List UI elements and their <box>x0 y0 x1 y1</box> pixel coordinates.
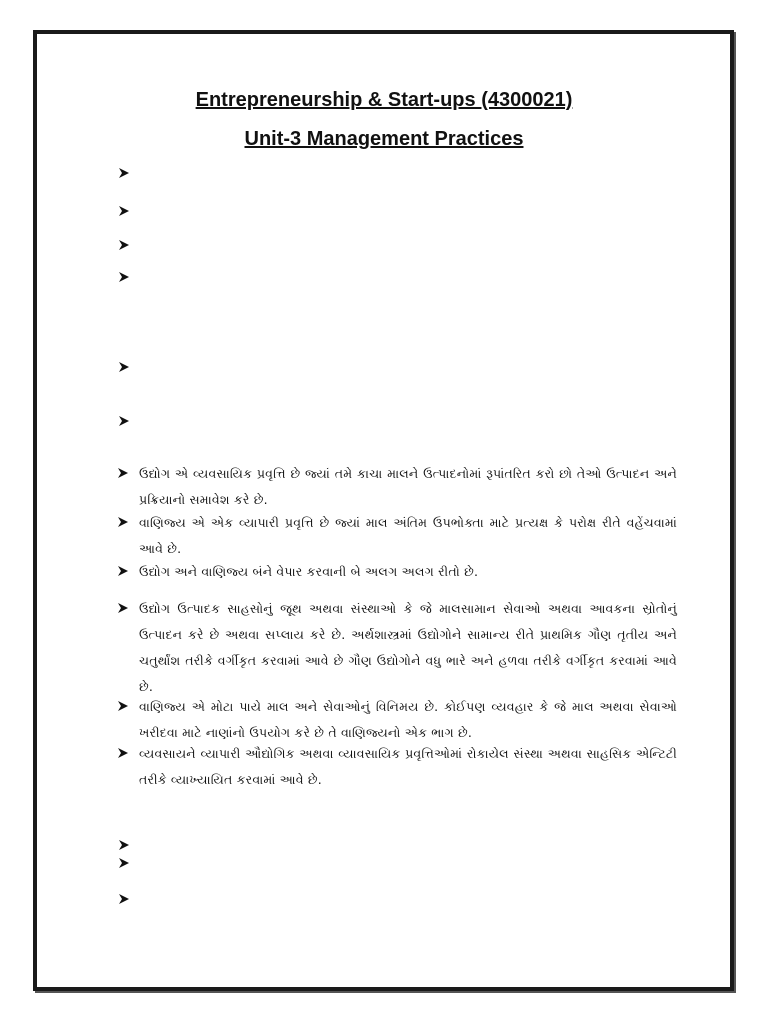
bullet-arrow-icon <box>118 893 130 905</box>
list-item-text: ઉદ્યોગ એ વ્યવસાયિક પ્રવૃત્તિ છે જ્યાં તમે કાચા માલને ઉત્પાદનોમાં રૂપાંતરિત કરો છો તેઓ ઉત્પાદન અને પ્રક્રિયાનો સમાવેશ કરે છે. <box>139 466 677 507</box>
bullet-arrow-icon <box>118 361 130 373</box>
bullet-arrow-icon <box>118 857 130 869</box>
bullet-arrow-icon <box>118 839 130 851</box>
list-item-text: ઉદ્યોગ અને વાણિજ્ય બંને વેપાર કરવાની બે અલગ અલગ રીતો છે. <box>139 564 479 579</box>
document-title: Entrepreneurship & Start-ups (4300021) <box>195 89 573 111</box>
bullet-arrow-icon <box>118 205 130 217</box>
bullet-arrow-icon <box>117 747 129 759</box>
bullet-arrow-icon <box>118 239 130 251</box>
list-item-text: વાણિજ્ય એ મોટા પાયે માલ અને સેવાઓનું વિનિમય છે. કોઈપણ વ્યવહાર કે જે માલ અથવા સેવાઓ ખરીદવા માટે નાણાંનો ઉપયોગ કરે છે તે વાણિજ્યનો એક ભાગ છે. <box>139 699 677 740</box>
bullet-arrow-icon <box>117 700 129 712</box>
list-item-text: વ્યવસાયને વ્યાપારી ઔદ્યોગિક અથવા વ્યાવસાયિક પ્રવૃત્તિઓમાં રોકાયેલ સંસ્થા અથવા સાહસિક એન્ટિટી તરીકે વ્યાખ્યાયિત કરવામાં આવે છે. <box>139 746 677 787</box>
document-subtitle: Unit-3 Management Practices <box>244 128 524 150</box>
bullet-arrow-icon <box>118 167 130 179</box>
bullet-arrow-icon <box>117 602 129 614</box>
bullet-arrow-icon <box>117 565 129 577</box>
bullet-arrow-icon <box>118 271 130 283</box>
bullet-arrow-icon <box>117 467 129 479</box>
list-item-text: ઉદ્યોગ ઉત્પાદક સાહસોનું જૂથ અથવા સંસ્થાઓ કે જે માલસામાન સેવાઓ અથવા આવકના સ્રોતોનું ઉત્પાદન કરે છે અથવા સપ્લાય કરે છે. અર્થશાસ્ત્રમાં ઉદ્યોગોને સામાન્ય રીતે પ્રાથમિક ગૌણ તૃતીય અને ચતુર્થાંશ તરીકે વર્ગીકૃત કરવામાં આવે છે ગૌણ ઉદ્યોગોને વધુ ભારે અને હળવા તરીકે વર્ગીકૃત કરવામાં આવે છે. <box>139 601 677 694</box>
bullet-arrow-icon <box>117 516 129 528</box>
bullet-arrow-icon <box>118 415 130 427</box>
list-item-text: વાણિજ્ય એ એક વ્યાપારી પ્રવૃત્તિ છે જ્યાં માલ અંતિમ ઉપભોક્તા માટે પ્રત્યક્ષ કે પરોક્ષ રીતે વહેંચવામાં આવે છે. <box>139 515 677 556</box>
